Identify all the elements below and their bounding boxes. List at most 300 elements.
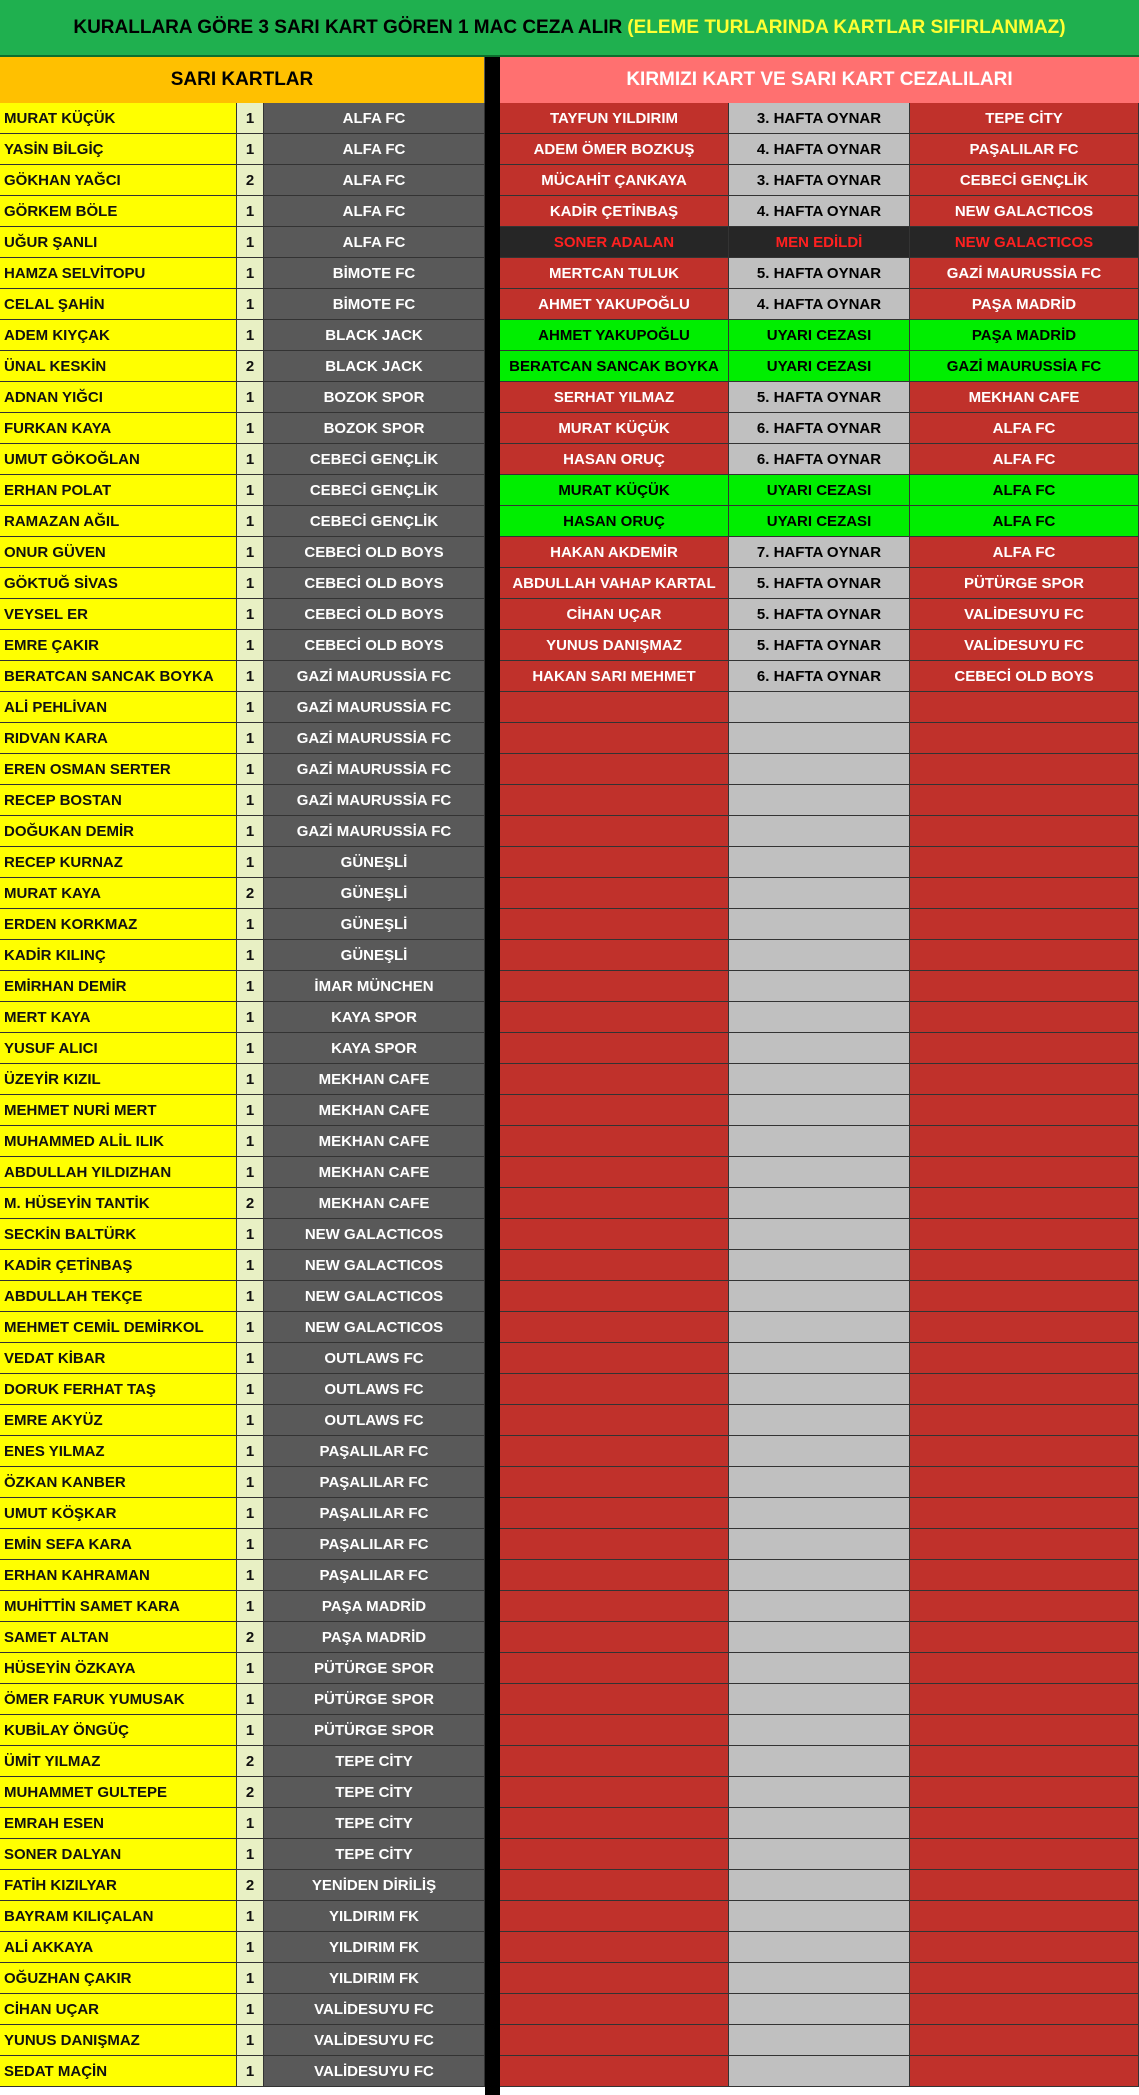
penalized-player: ABDULLAH VAHAP KARTAL (500, 568, 729, 599)
team-name: CEBECİ OLD BOYS (264, 630, 485, 661)
penalty-status (729, 1870, 910, 1901)
penalized-team: PAŞALILAR FC (910, 134, 1139, 165)
penalized-player (500, 1777, 729, 1808)
penalty-status: 3. HAFTA OYNAR (729, 103, 910, 134)
card-count: 1 (237, 134, 264, 165)
empty-penalty-row (500, 2056, 1139, 2087)
penalty-status (729, 1808, 910, 1839)
team-name: OUTLAWS FC (264, 1405, 485, 1436)
yellow-card-row (0, 320, 485, 351)
penalty-status (729, 1343, 910, 1374)
penalized-player (500, 1498, 729, 1529)
yellow-card-row (0, 165, 485, 196)
player-name: KADİR ÇETİNBAŞ (0, 1250, 237, 1281)
yellow-card-row (0, 1467, 485, 1498)
penalty-status: 4. HAFTA OYNAR (729, 134, 910, 165)
team-name: ALFA FC (264, 165, 485, 196)
player-name: KUBİLAY ÖNGÜÇ (0, 1715, 237, 1746)
penalty-status (729, 1033, 910, 1064)
penalty-status (729, 1405, 910, 1436)
penalized-team (910, 1157, 1139, 1188)
yellow-card-row (0, 630, 485, 661)
card-count: 1 (237, 785, 264, 816)
team-name: GÜNEŞLİ (264, 940, 485, 971)
penalized-player: AHMET YAKUPOĞLU (500, 289, 729, 320)
team-name: BİMOTE FC (264, 258, 485, 289)
penalty-row (500, 382, 1139, 413)
penalty-status: 5. HAFTA OYNAR (729, 258, 910, 289)
penalty-status (729, 1436, 910, 1467)
team-name: KAYA SPOR (264, 1033, 485, 1064)
empty-penalty-row (500, 1839, 1139, 1870)
player-name: CELAL ŞAHİN (0, 289, 237, 320)
penalized-team (910, 1870, 1139, 1901)
card-count: 2 (237, 1746, 264, 1777)
penalized-player (500, 1312, 729, 1343)
empty-penalty-row (500, 1312, 1139, 1343)
player-name: YASİN BİLGİÇ (0, 134, 237, 165)
yellow-card-row (0, 1715, 485, 1746)
penalty-status: 6. HAFTA OYNAR (729, 444, 910, 475)
player-name: SAMET ALTAN (0, 1622, 237, 1653)
yellow-card-row (0, 1281, 485, 1312)
team-name: GAZİ MAURUSSİA FC (264, 754, 485, 785)
player-name: M. HÜSEYİN TANTİK (0, 1188, 237, 1219)
team-name: OUTLAWS FC (264, 1374, 485, 1405)
card-count: 1 (237, 506, 264, 537)
player-name: EREN OSMAN SERTER (0, 754, 237, 785)
penalized-team (910, 1560, 1139, 1591)
penalized-team: GAZİ MAURUSSİA FC (910, 351, 1139, 382)
player-name: MUHAMMET GULTEPE (0, 1777, 237, 1808)
penalty-status (729, 1529, 910, 1560)
player-name: FATİH KIZILYAR (0, 1870, 237, 1901)
card-count: 1 (237, 1715, 264, 1746)
penalized-player (500, 1467, 729, 1498)
penalized-player (500, 1529, 729, 1560)
team-name: PAŞA MADRİD (264, 1591, 485, 1622)
card-count: 1 (237, 1901, 264, 1932)
card-count: 1 (237, 2025, 264, 2056)
empty-penalty-row (500, 723, 1139, 754)
penalized-player (500, 1808, 729, 1839)
team-name: PÜTÜRGE SPOR (264, 1684, 485, 1715)
player-name: SEDAT MAÇİN (0, 2056, 237, 2087)
penalized-team (910, 2056, 1139, 2087)
penalized-player (500, 816, 729, 847)
empty-penalty-row (500, 692, 1139, 723)
penalty-status: 5. HAFTA OYNAR (729, 568, 910, 599)
card-count: 2 (237, 351, 264, 382)
team-name: CEBECİ OLD BOYS (264, 599, 485, 630)
penalized-player (500, 1281, 729, 1312)
title-banner (0, 0, 1139, 57)
card-count: 1 (237, 1064, 264, 1095)
penalized-player (500, 971, 729, 1002)
team-name: TEPE CİTY (264, 1839, 485, 1870)
player-name: ABDULLAH YILDIZHAN (0, 1157, 237, 1188)
penalty-row (500, 258, 1139, 289)
empty-penalty-row (500, 1281, 1139, 1312)
card-count: 1 (237, 1312, 264, 1343)
player-name: ADEM KIYÇAK (0, 320, 237, 351)
penalty-status (729, 1281, 910, 1312)
penalty-status (729, 1715, 910, 1746)
penalized-team (910, 1746, 1139, 1777)
yellow-card-row (0, 506, 485, 537)
penalty-status: UYARI CEZASI (729, 506, 910, 537)
penalty-status (729, 1777, 910, 1808)
penalty-status (729, 2056, 910, 2087)
player-name: BAYRAM KILIÇALAN (0, 1901, 237, 1932)
penalized-team (910, 723, 1139, 754)
penalized-team: VALİDESUYU FC (910, 630, 1139, 661)
team-name: PAŞALILAR FC (264, 1560, 485, 1591)
team-name: ALFA FC (264, 196, 485, 227)
player-name: BERATCAN SANCAK BOYKA (0, 661, 237, 692)
penalized-team: ALFA FC (910, 444, 1139, 475)
yellow-card-row (0, 475, 485, 506)
penalty-status (729, 1653, 910, 1684)
card-count: 1 (237, 692, 264, 723)
card-count: 1 (237, 1591, 264, 1622)
penalized-team (910, 1064, 1139, 1095)
player-name: FURKAN KAYA (0, 413, 237, 444)
penalized-team (910, 1374, 1139, 1405)
card-count: 1 (237, 1684, 264, 1715)
card-count: 1 (237, 382, 264, 413)
empty-penalty-row (500, 1684, 1139, 1715)
team-name: KAYA SPOR (264, 1002, 485, 1033)
empty-penalty-row (500, 940, 1139, 971)
penalized-player (500, 1839, 729, 1870)
penalized-team: TEPE CİTY (910, 103, 1139, 134)
penalty-status: 5. HAFTA OYNAR (729, 382, 910, 413)
penalized-team: VALİDESUYU FC (910, 599, 1139, 630)
empty-penalty-row (500, 785, 1139, 816)
penalized-player (500, 1126, 729, 1157)
penalized-team (910, 909, 1139, 940)
yellow-card-row (0, 258, 485, 289)
yellow-card-row (0, 599, 485, 630)
penalized-team: CEBECİ OLD BOYS (910, 661, 1139, 692)
card-count: 1 (237, 258, 264, 289)
player-name: ADNAN YIĞCI (0, 382, 237, 413)
player-name: EMRAH ESEN (0, 1808, 237, 1839)
penalized-team (910, 1095, 1139, 1126)
team-name: MEKHAN CAFE (264, 1095, 485, 1126)
team-name: CEBECİ GENÇLİK (264, 506, 485, 537)
team-name: PAŞALILAR FC (264, 1436, 485, 1467)
penalty-status (729, 1839, 910, 1870)
player-name: VEYSEL ER (0, 599, 237, 630)
empty-penalty-row (500, 1994, 1139, 2025)
penalized-player (500, 909, 729, 940)
card-count: 2 (237, 878, 264, 909)
empty-penalty-row (500, 1622, 1139, 1653)
penalty-status: 5. HAFTA OYNAR (729, 599, 910, 630)
penalty-status (729, 1064, 910, 1095)
penalty-status (729, 692, 910, 723)
card-count: 1 (237, 1498, 264, 1529)
empty-penalty-row (500, 1746, 1139, 1777)
penalized-team (910, 1932, 1139, 1963)
card-count: 2 (237, 165, 264, 196)
card-count: 1 (237, 1932, 264, 1963)
penalty-row (500, 196, 1139, 227)
yellow-card-row (0, 196, 485, 227)
yellow-card-row (0, 134, 485, 165)
penalty-row (500, 661, 1139, 692)
empty-penalty-row (500, 816, 1139, 847)
card-count: 1 (237, 1839, 264, 1870)
yellow-card-row (0, 661, 485, 692)
card-count: 1 (237, 1033, 264, 1064)
yellow-card-row (0, 2025, 485, 2056)
yellow-card-row (0, 351, 485, 382)
player-name: EMRE AKYÜZ (0, 1405, 237, 1436)
penalized-team (910, 1839, 1139, 1870)
yellow-card-row (0, 1529, 485, 1560)
yellow-card-row (0, 1684, 485, 1715)
penalized-player (500, 1684, 729, 1715)
team-name: GÜNEŞLİ (264, 847, 485, 878)
yellow-card-row (0, 568, 485, 599)
yellow-card-row (0, 1219, 485, 1250)
team-name: TEPE CİTY (264, 1808, 485, 1839)
player-name: RAMAZAN AĞIL (0, 506, 237, 537)
team-name: GÜNEŞLİ (264, 909, 485, 940)
team-name: YILDIRIM FK (264, 1901, 485, 1932)
penalized-team (910, 878, 1139, 909)
yellow-card-row (0, 1932, 485, 1963)
team-name: BOZOK SPOR (264, 382, 485, 413)
penalty-status (729, 1622, 910, 1653)
player-name: OĞUZHAN ÇAKIR (0, 1963, 237, 1994)
penalized-player (500, 1746, 729, 1777)
penalty-row (500, 506, 1139, 537)
penalized-team (910, 971, 1139, 1002)
penalized-team (910, 1002, 1139, 1033)
player-name: SECKİN BALTÜRK (0, 1219, 237, 1250)
team-name: BLACK JACK (264, 351, 485, 382)
penalized-player: TAYFUN YILDIRIM (500, 103, 729, 134)
penalty-status (729, 940, 910, 971)
card-count: 1 (237, 1002, 264, 1033)
empty-penalty-row (500, 1777, 1139, 1808)
penalty-status (729, 847, 910, 878)
player-name: DORUK FERHAT TAŞ (0, 1374, 237, 1405)
card-count: 1 (237, 1529, 264, 1560)
card-count: 1 (237, 1436, 264, 1467)
empty-penalty-row (500, 1591, 1139, 1622)
penalized-team (910, 1498, 1139, 1529)
penalty-status (729, 1467, 910, 1498)
card-count: 1 (237, 940, 264, 971)
card-count: 1 (237, 1095, 264, 1126)
card-count: 1 (237, 1281, 264, 1312)
empty-penalty-row (500, 1560, 1139, 1591)
empty-penalty-row (500, 1064, 1139, 1095)
penalty-status: 4. HAFTA OYNAR (729, 289, 910, 320)
penalized-player (500, 1560, 729, 1591)
player-name: RECEP KURNAZ (0, 847, 237, 878)
yellow-card-row (0, 1436, 485, 1467)
penalized-team (910, 847, 1139, 878)
yellow-card-row (0, 2056, 485, 2087)
penalized-player: HASAN ORUÇ (500, 506, 729, 537)
yellow-card-row (0, 1343, 485, 1374)
team-name: MEKHAN CAFE (264, 1064, 485, 1095)
yellow-card-row (0, 723, 485, 754)
penalties-header: KIRMIZI KART VE SARI KART CEZALILARI (500, 57, 1139, 103)
team-name: BOZOK SPOR (264, 413, 485, 444)
player-name: EMİRHAN DEMİR (0, 971, 237, 1002)
player-name: MURAT KAYA (0, 878, 237, 909)
penalized-player: HAKAN SARI MEHMET (500, 661, 729, 692)
empty-penalty-row (500, 1653, 1139, 1684)
player-name: MURAT KÜÇÜK (0, 103, 237, 134)
penalized-player (500, 723, 729, 754)
penalty-row (500, 227, 1139, 258)
penalty-status (729, 1901, 910, 1932)
card-count: 1 (237, 1405, 264, 1436)
team-name: NEW GALACTICOS (264, 1281, 485, 1312)
penalized-player (500, 1591, 729, 1622)
penalized-team (910, 940, 1139, 971)
empty-penalty-row (500, 1157, 1139, 1188)
team-name: CEBECİ GENÇLİK (264, 475, 485, 506)
penalized-player (500, 1901, 729, 1932)
player-name: RIDVAN KARA (0, 723, 237, 754)
penalty-status: MEN EDİLDİ (729, 227, 910, 258)
yellow-card-row (0, 1002, 485, 1033)
empty-penalty-row (500, 1219, 1139, 1250)
penalized-team (910, 1467, 1139, 1498)
penalized-team (910, 1715, 1139, 1746)
empty-penalty-row (500, 878, 1139, 909)
penalized-player (500, 1436, 729, 1467)
team-name: TEPE CİTY (264, 1746, 485, 1777)
card-count: 1 (237, 475, 264, 506)
team-name: PAŞALILAR FC (264, 1467, 485, 1498)
player-name: ABDULLAH TEKÇE (0, 1281, 237, 1312)
yellow-cards-header: SARI KARTLAR (0, 57, 485, 103)
card-count: 1 (237, 537, 264, 568)
yellow-card-row (0, 1963, 485, 1994)
penalized-player: ADEM ÖMER BOZKUŞ (500, 134, 729, 165)
penalized-team (910, 1033, 1139, 1064)
penalized-team: ALFA FC (910, 475, 1139, 506)
empty-penalty-row (500, 1374, 1139, 1405)
penalized-player (500, 1653, 729, 1684)
team-name: VALİDESUYU FC (264, 2056, 485, 2087)
yellow-card-row (0, 289, 485, 320)
empty-penalty-row (500, 1002, 1139, 1033)
penalized-player (500, 1095, 729, 1126)
penalized-team (910, 1188, 1139, 1219)
empty-penalty-row (500, 1808, 1139, 1839)
penalized-team: PÜTÜRGE SPOR (910, 568, 1139, 599)
empty-penalty-row (500, 1963, 1139, 1994)
card-count: 1 (237, 1963, 264, 1994)
yellow-card-row (0, 1188, 485, 1219)
empty-penalty-row (500, 1343, 1139, 1374)
yellow-card-row (0, 1870, 485, 1901)
yellow-card-row (0, 816, 485, 847)
yellow-card-row (0, 413, 485, 444)
team-name: CEBECİ OLD BOYS (264, 568, 485, 599)
penalty-status: UYARI CEZASI (729, 320, 910, 351)
banner-highlight: (ELEME TURLARINDA KARTLAR SIFIRLANMAZ) (627, 16, 1066, 38)
yellow-card-row (0, 878, 485, 909)
penalized-player (500, 878, 729, 909)
team-name: ALFA FC (264, 103, 485, 134)
penalized-team (910, 1963, 1139, 1994)
yellow-card-row (0, 847, 485, 878)
card-count: 2 (237, 1622, 264, 1653)
penalized-player: SERHAT YILMAZ (500, 382, 729, 413)
yellow-card-row (0, 1095, 485, 1126)
card-count: 1 (237, 568, 264, 599)
yellow-card-row (0, 785, 485, 816)
empty-penalty-row (500, 1188, 1139, 1219)
card-count: 2 (237, 1870, 264, 1901)
team-name: MEKHAN CAFE (264, 1157, 485, 1188)
team-name: NEW GALACTICOS (264, 1312, 485, 1343)
player-name: ÜZEYİR KIZIL (0, 1064, 237, 1095)
empty-penalty-row (500, 1529, 1139, 1560)
penalized-player (500, 754, 729, 785)
penalized-player (500, 1033, 729, 1064)
penalized-player (500, 1188, 729, 1219)
penalized-team (910, 1591, 1139, 1622)
empty-penalty-row (500, 1932, 1139, 1963)
card-count: 1 (237, 847, 264, 878)
penalized-player (500, 1157, 729, 1188)
penalized-team (910, 1126, 1139, 1157)
penalized-team: MEKHAN CAFE (910, 382, 1139, 413)
card-count: 2 (237, 1188, 264, 1219)
penalized-player (500, 1250, 729, 1281)
player-name: ERDEN KORKMAZ (0, 909, 237, 940)
yellow-card-row (0, 1312, 485, 1343)
penalized-team (910, 2025, 1139, 2056)
penalty-status: UYARI CEZASI (729, 475, 910, 506)
team-name: TEPE CİTY (264, 1777, 485, 1808)
empty-penalty-row (500, 847, 1139, 878)
penalized-team: GAZİ MAURUSSİA FC (910, 258, 1139, 289)
penalty-status: 3. HAFTA OYNAR (729, 165, 910, 196)
penalized-team: ALFA FC (910, 537, 1139, 568)
card-count: 1 (237, 1219, 264, 1250)
penalty-status (729, 1963, 910, 1994)
penalized-team: CEBECİ GENÇLİK (910, 165, 1139, 196)
player-name: GÖRKEM BÖLE (0, 196, 237, 227)
yellow-card-row (0, 1591, 485, 1622)
penalized-team (910, 1653, 1139, 1684)
penalty-status: 6. HAFTA OYNAR (729, 661, 910, 692)
card-count: 1 (237, 816, 264, 847)
card-count: 1 (237, 1343, 264, 1374)
yellow-card-row (0, 1498, 485, 1529)
player-name: ALİ PEHLİVAN (0, 692, 237, 723)
penalty-status (729, 1312, 910, 1343)
team-name: BLACK JACK (264, 320, 485, 351)
card-count: 1 (237, 1808, 264, 1839)
penalty-status (729, 1250, 910, 1281)
yellow-card-row (0, 1033, 485, 1064)
